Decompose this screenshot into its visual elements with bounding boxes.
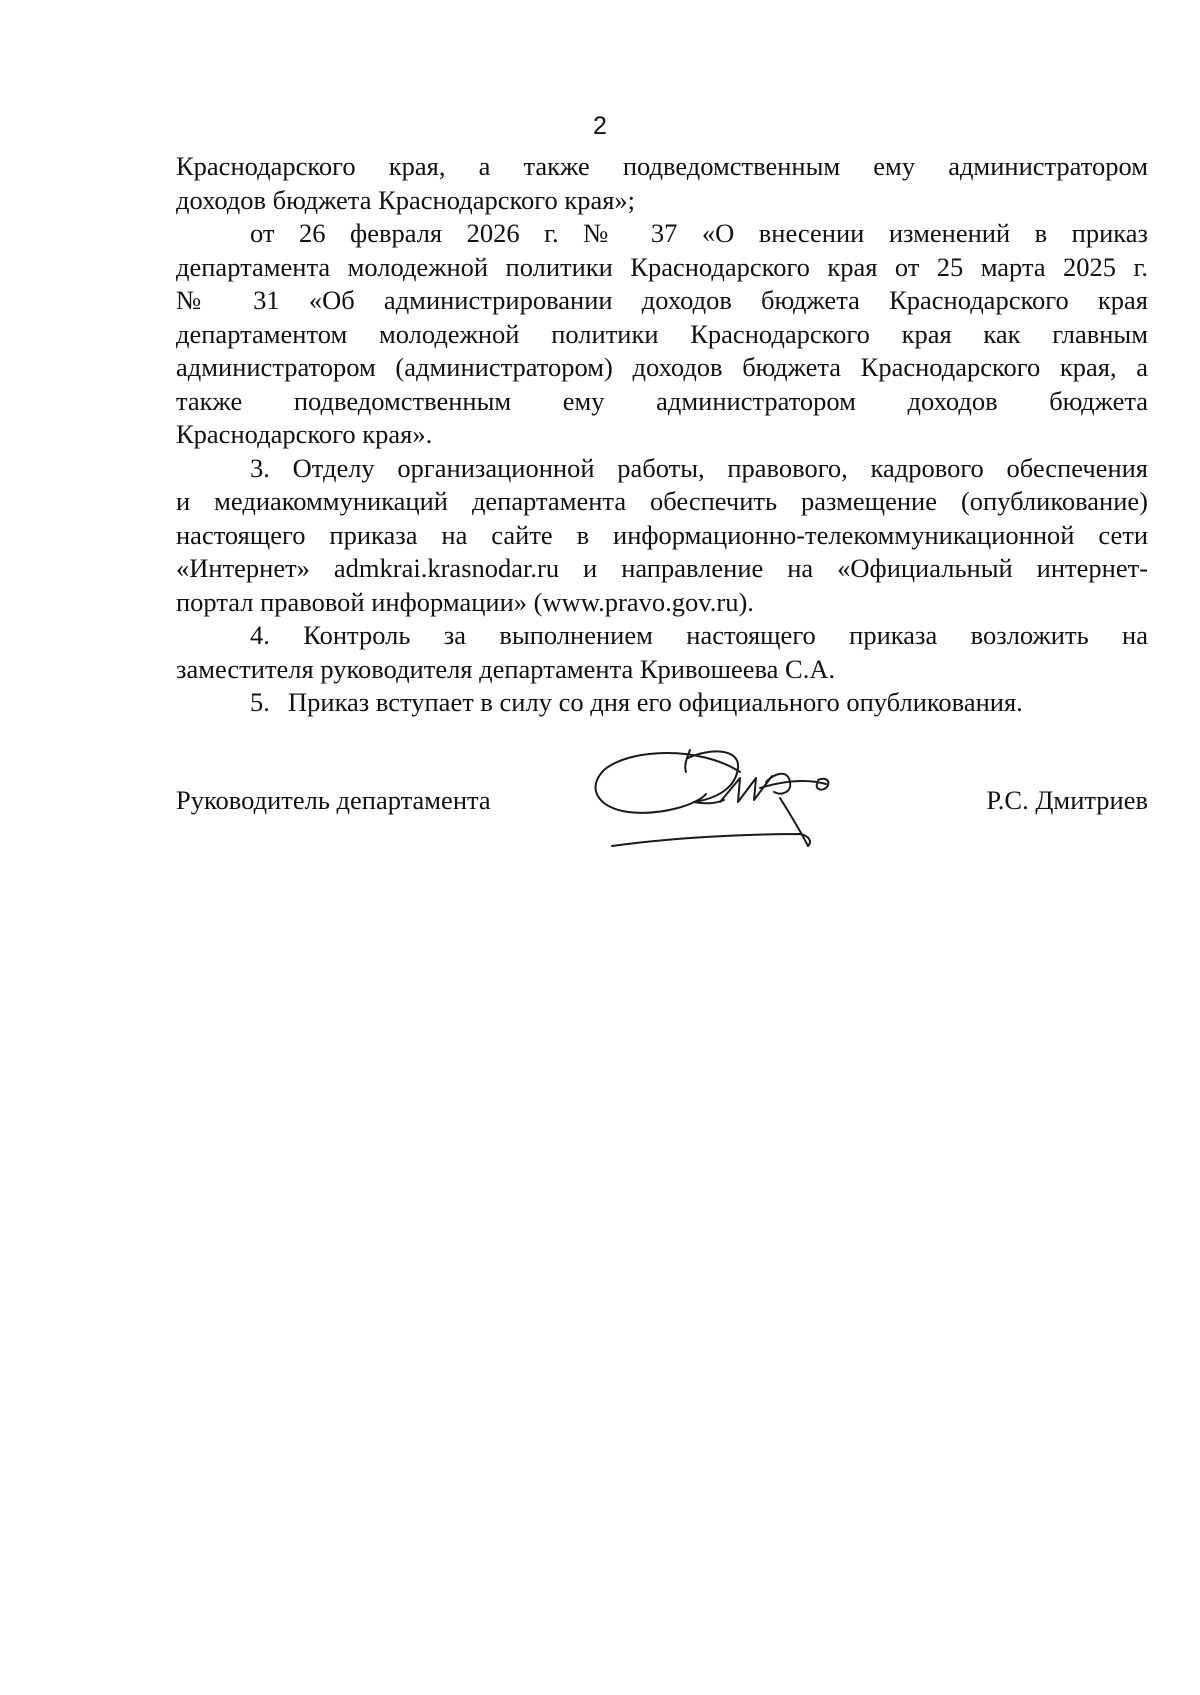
item-text: Приказ вступает в силу со дня его официального опубликования.: [288, 687, 1023, 717]
text-line: настоящего приказа на сайте в информационно-телекоммуникационной сети: [176, 519, 1148, 550]
text-line: № 31 «Об администрировании доходов бюджета Краснодарского края: [176, 285, 1148, 315]
text-line: также подведомственным ему администратором доходов бюджета: [176, 385, 1148, 416]
text-line: портал правовой информации» (www.pravo.gov.ru).: [176, 586, 754, 617]
paragraph-item-3: [176, 452, 1148, 620]
text-line: заместителя руководителя департамента Кривошеева С.А.: [176, 653, 836, 684]
text-line: «Интернет» admkrai.krasnodar.ru и направление на «Официальный интернет-: [176, 553, 1148, 583]
handwritten-signature: [590, 742, 850, 867]
text-line: доходов бюджета Краснодарского края»;: [176, 184, 636, 215]
text-line: 3. Отделу организационной работы, правового, кадрового обеспечения: [250, 452, 1148, 483]
text-line: и медиакоммуникаций департамента обеспечить размещение (опубликование): [176, 486, 1148, 516]
text-line: Краснодарского края, а также подведомственным ему администратором: [176, 151, 1148, 181]
paragraph-order-reference: [176, 217, 1148, 452]
signatory-title: Руководитель департамента: [176, 785, 491, 815]
paragraph-item-5: [176, 686, 1148, 720]
signatory-name: Р.С. Дмитриев: [986, 785, 1148, 815]
item-number: 5.: [250, 687, 270, 717]
text-line: [176, 686, 1148, 720]
text-line: от 26 февраля 2026 г. № 37 «О внесении изменений в приказ: [250, 218, 1148, 248]
text-line: департаментом молодежной политики Краснодарского края как главным: [176, 318, 1148, 349]
document-body: [176, 150, 1148, 720]
paragraph-continuation: [176, 150, 1148, 217]
page-number: 2: [593, 112, 607, 140]
text-line: департамента молодежной политики Краснодарского края от 25 марта 2025 г.: [176, 251, 1148, 282]
text-line: 4. Контроль за выполнением настоящего приказа возложить на: [250, 620, 1148, 650]
paragraph-item-4: [176, 619, 1148, 686]
text-line: Краснодарского края».: [176, 419, 433, 449]
text-line: администратором (администратором) доходов бюджета Краснодарского края, а: [176, 352, 1148, 382]
